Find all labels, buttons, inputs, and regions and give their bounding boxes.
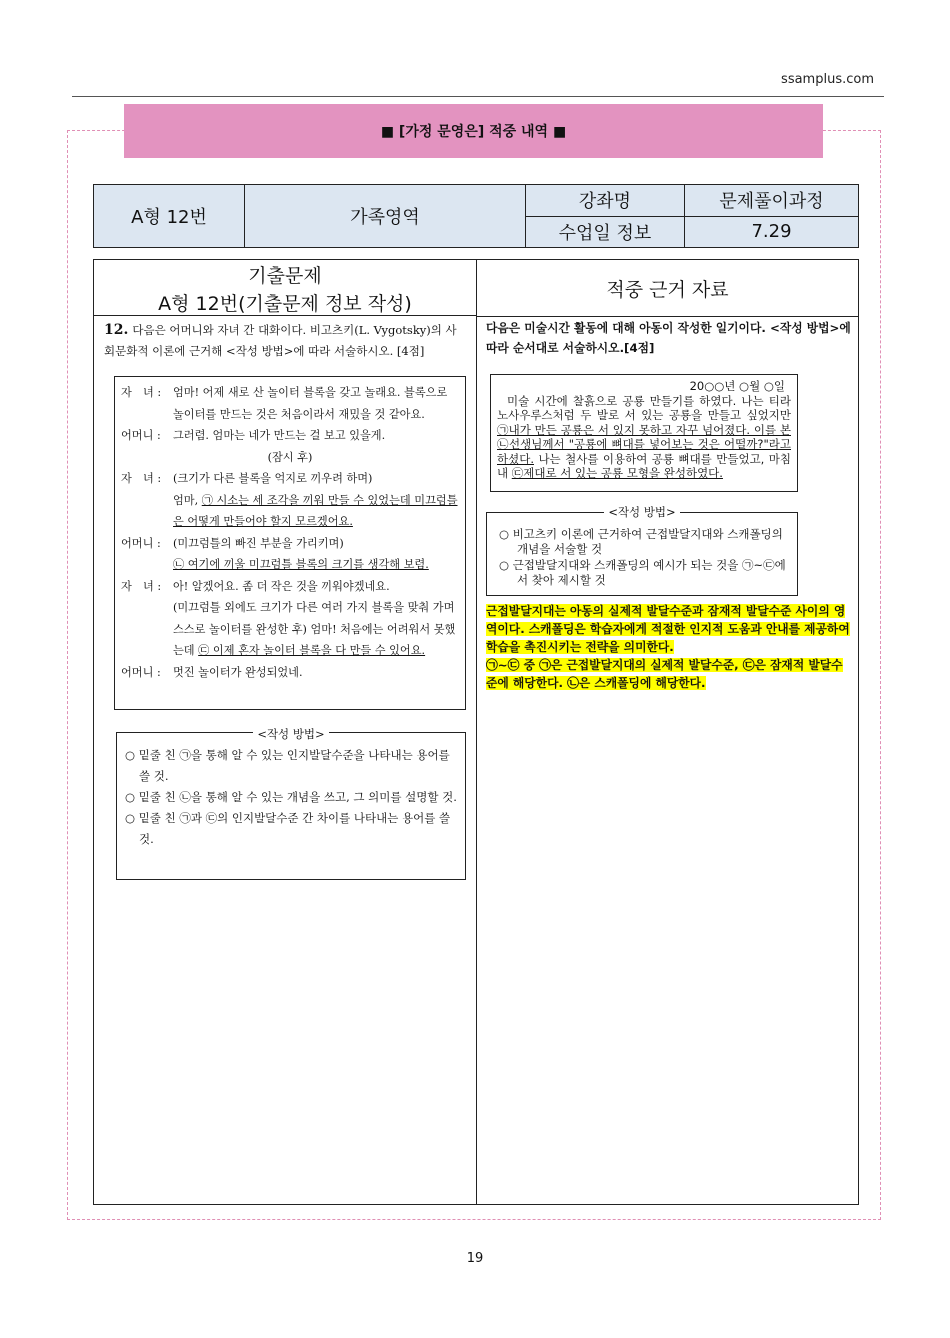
dialog-line	[121, 382, 459, 425]
diary-underlined: ㉢제대로 서 있는 공룡 모형을 완성하였다.	[511, 466, 723, 480]
answer-text	[486, 602, 852, 692]
title-banner: ■ [가정 문영은] 적중 내역 ■	[124, 104, 823, 158]
info-table	[93, 184, 859, 248]
stage-direction: (크기가 다른 블록을 억지로 끼우려 하며)	[173, 472, 373, 485]
method-item: ○ 근접발달지대와 스캐폴딩의 예시가 되는 것을 ㉠~㉢에서 찾아 제시할 것	[499, 558, 786, 587]
stage-direction: (미끄럼틀의 빠진 부분을 가리키며)	[173, 536, 344, 550]
column-divider	[476, 260, 477, 1204]
diary-underlined: ㉠내가 만든 공룡은 서 있지 못하고 자꾸 넘어졌다. 이를 본 ㉡선생님께서 "공룡에 뼈대를 넣어보는 것은 어떨까?"라고 하셨다.	[497, 422, 791, 466]
domain: 가족영역	[245, 185, 526, 248]
speaker: 자 녀 :	[121, 386, 162, 399]
dialog-line	[121, 576, 459, 662]
left-method-box	[116, 727, 466, 880]
method-title-text: <작성 방법>	[253, 727, 328, 741]
left-header-subtitle: A형 12번(기출문제 정보 작성)	[158, 293, 412, 315]
dialog-line	[121, 425, 459, 447]
method-item: ○ 밑줄 친 ㉠을 통해 알 수 있는 인지발달수준을 나타내는 용어를 쓸 것.	[125, 748, 450, 783]
method-item: ○ 밑줄 친 ㉠과 ㉢의 인지발달수준 간 차이를 나타내는 용어를 쓸 것.	[125, 811, 451, 846]
method-item: ○ 밑줄 친 ㉡을 통해 알 수 있는 개념을 쓰고, 그 의미를 설명할 것.	[125, 790, 457, 804]
utterance-text: 엄마,	[173, 493, 202, 507]
highlighted-text: ㉠~㉢ 중 ㉠은 근접발달지대의 실제적 발달수준, ㉢은 잠재적 발달수준에 해당한다. ㉡은 스캐폴딩에 해당한다.	[486, 658, 843, 690]
utterance: 그러렴. 엄마는 네가 만드는 걸 보고 있을게.	[173, 429, 386, 442]
stage-direction: (잠시 후)	[267, 450, 313, 464]
utterance	[173, 468, 459, 533]
underlined-text-a: ㉠ 시소는 세 조각을 끼워 만들 수 있었는데 미끄럼틀은 어떻게 만들어야 할지 모르겠어요.	[173, 493, 458, 528]
utterance: 멋진 놀이터가 완성되었네.	[173, 665, 303, 679]
diary-text: 나는 철사를 이용하여 공룡 뼈대를 만들었고, 마침내	[497, 451, 791, 480]
utterance	[173, 533, 459, 576]
utterance-text: 아! 알겠어요. 좀 더 작은 것을 끼워야겠네요.	[173, 579, 390, 593]
left-header	[94, 260, 476, 316]
header-rule	[72, 96, 884, 97]
date-value: 7.29	[685, 216, 859, 248]
highlighted-text: 근접발달지대는 아동의 실제적 발달수준과 잠재적 발달수준 사이의 영역이다. 스캐폴딩은 학습자에게 적절한 인지적 도움과 안내를 제공하여 학습을 촉진시키는 전략을 의미한다.	[486, 604, 850, 654]
diary-text: 미술 시간에 찰흙으로 공룡 만들기를 하였다. 나는 티라노사우루스처럼 두 발로 서 있는 공룡을 만들고 싶었지만	[497, 393, 791, 422]
dialog-box	[114, 376, 466, 710]
utterance	[173, 576, 459, 662]
question-number: A형 12번	[94, 185, 245, 248]
method-title	[487, 505, 797, 520]
underlined-text-c: ㉢ 이제 혼자 놀이터 블록을 다 만들 수 있어요.	[198, 644, 426, 657]
course-label: 강좌명	[526, 185, 685, 217]
left-header-title: 기출문제	[248, 265, 322, 287]
dialog-line	[121, 662, 459, 684]
answer-paragraph	[486, 602, 852, 656]
site-name: ssamplus.com	[781, 72, 874, 87]
date-label: 수업일 정보	[526, 216, 685, 248]
method-title-text: <작성 방법>	[604, 505, 679, 519]
speaker: 어머니 :	[121, 536, 161, 550]
answer-paragraph	[486, 656, 852, 692]
right-method-box	[486, 505, 798, 596]
dialog-line	[121, 468, 459, 533]
course-value: 문제풀이과정	[685, 185, 859, 217]
utterance-text: (미끄럼틀 외에도 크기가 다른 여러 가지 블록을 맞춰 가며 스스로 놀이터를 완성한 후) 엄마! 처음에는 어려워서 못했는데	[173, 601, 456, 657]
speaker: 어머니 :	[121, 429, 161, 442]
method-title	[117, 724, 465, 745]
speaker: 자 녀 :	[121, 579, 162, 593]
speaker: 자 녀 :	[121, 472, 162, 485]
diary-date: 20○○년 ○월 ○일	[689, 379, 785, 393]
right-header: 적중 근거 자료	[477, 260, 858, 317]
right-intro: 다음은 미술시간 활동에 대해 아동이 작성한 일기이다. <작성 방법>에 따라 순서대로 서술하시오.[4점]	[486, 321, 851, 355]
question-intro	[104, 320, 466, 362]
comparison-table	[93, 259, 859, 1205]
method-item: ○ 비고츠키 이론에 근거하여 근접발달지대와 스캐폴딩의 개념을 서술할 것	[499, 527, 783, 556]
utterance: 엄마! 어제 새로 산 놀이터 블록을 갖고 놀래요. 블록으로 놀이터를 만드는 것은 처음이라서 재밌을 것 같아요.	[173, 386, 448, 421]
question-text: 다음은 어머니와 자녀 간 대화이다. 비고츠키(L. Vygotsky)의 사회문화적 이론에 근거해 <작성 방법>에 따라 서술하시오. [4점]	[104, 323, 457, 358]
underlined-text-b: ㉡ 여기에 끼울 미끄럼틀 블록의 크기를 생각해 보렴.	[173, 558, 429, 571]
speaker: 어머니 :	[121, 665, 161, 679]
diary-box	[490, 374, 798, 492]
dialog-line	[121, 533, 459, 576]
page-number: 19	[466, 1251, 484, 1266]
question-number-label: 12.	[104, 322, 129, 338]
diary-body	[497, 394, 791, 481]
